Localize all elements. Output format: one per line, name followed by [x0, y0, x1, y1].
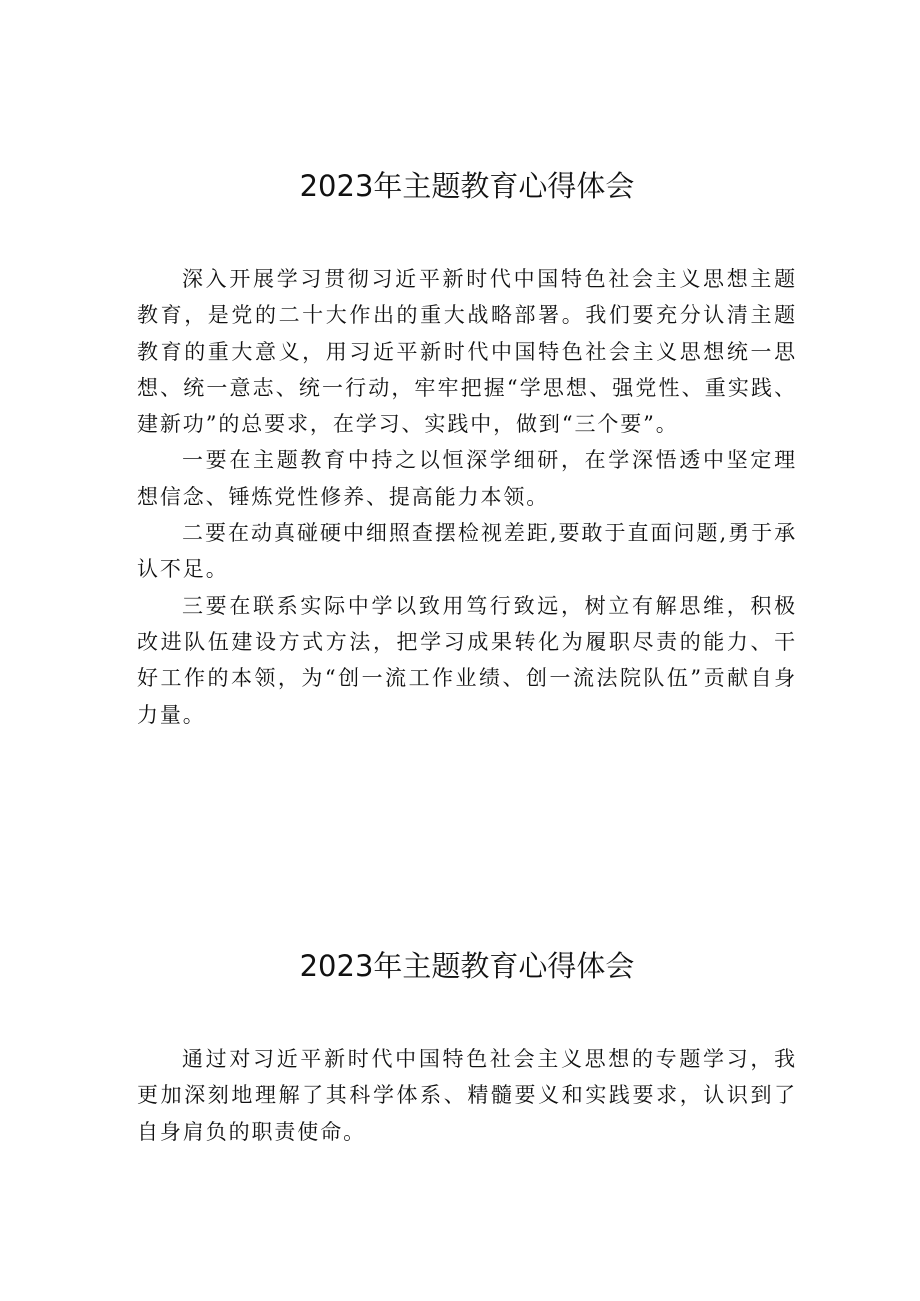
paragraph: 深入开展学习贯彻习近平新时代中国特色社会主义思想主题教育，是党的二十大作出的重大战略部署。我们要充分认清主题教育的重大意义，用习近平新时代中国特色社会主义思想统一思想、统一意志、统一行动，牢牢把握“学思想、强党性、重实践、建新功”的总要求，在学习、实践中，做到“三个要”。	[137, 267, 797, 437]
paragraph: 通过对习近平新时代中国特色社会主义思想的专题学习，我更加深刻地理解了其科学体系、精髓要义和实践要求，认识到了自身肩负的职责使命。	[137, 1047, 797, 1144]
essay-title: 2023年主题教育心得体会	[299, 949, 635, 983]
paragraph: 三要在联系实际中学以致用笃行致远，树立有解思维，积极改进队伍建设方式方法，把学习成果转化为履职尽责的能力、干好工作的本领，为“创一流工作业绩、创一流法院队伍”贡献自身力量。	[137, 593, 797, 727]
essay-body	[137, 261, 797, 733]
essay-section-1	[137, 166, 797, 727]
paragraph: 二要在动真碰硬中细照查摆检视差距,要敢于直面问题,勇于承认不足。	[137, 521, 797, 582]
essay-body	[137, 1041, 797, 1150]
essay-title: 2023年主题教育心得体会	[299, 169, 635, 203]
paragraph: 一要在主题教育中持之以恒深学细研，在学深悟透中坚定理想信念、锤炼党性修养、提高能力本领。	[137, 448, 797, 509]
essay-section-2	[137, 946, 797, 1144]
